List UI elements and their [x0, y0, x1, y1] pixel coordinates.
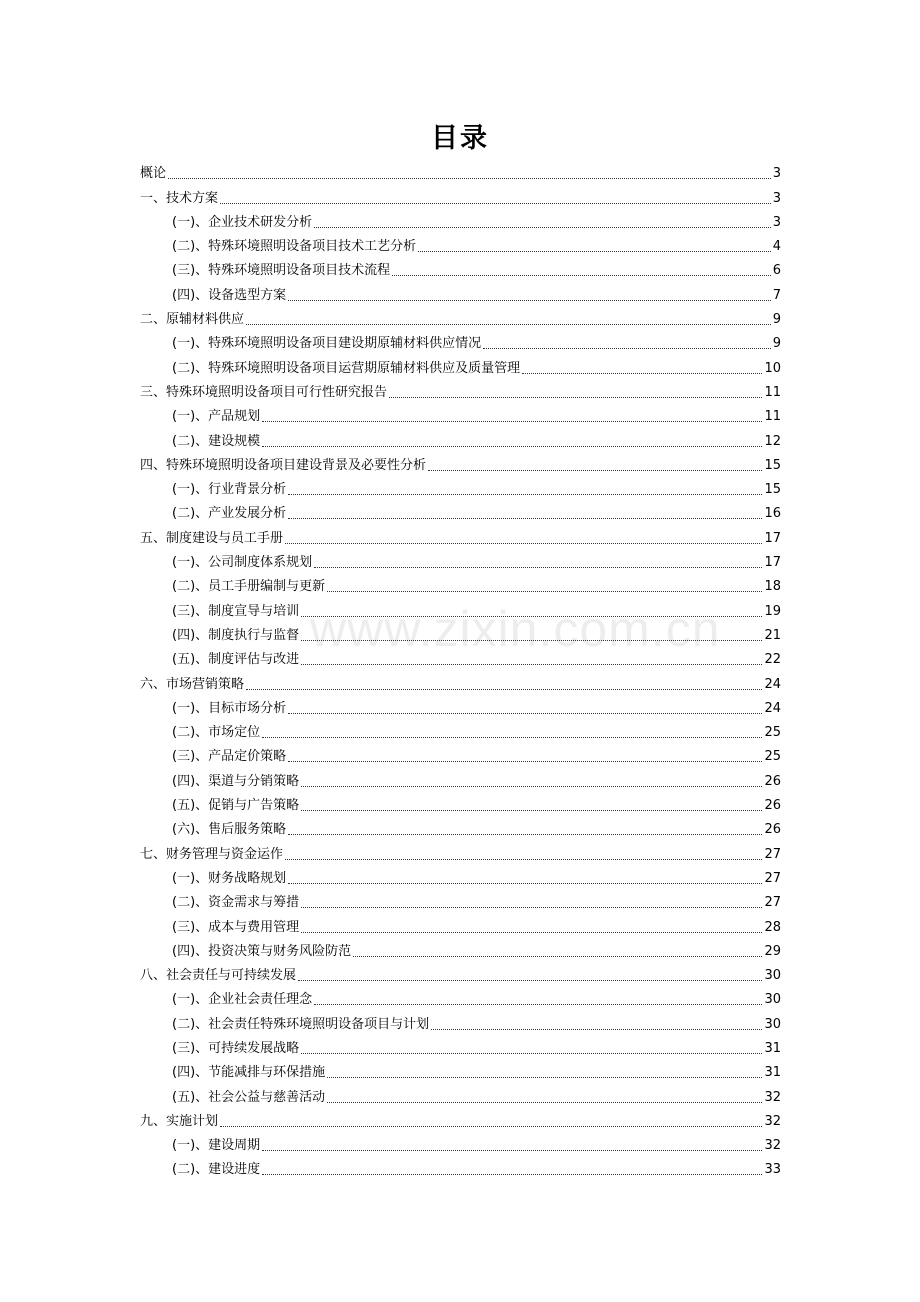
- toc-entry-label: (三)、成本与费用管理: [172, 919, 300, 935]
- toc-entry[interactable]: [140, 477, 781, 501]
- toc-entry-label: (三)、制度宣导与培训: [172, 603, 300, 619]
- toc-entry[interactable]: [140, 550, 781, 574]
- toc-entry-page: 17: [764, 530, 781, 546]
- toc-leader-dots: [392, 275, 771, 276]
- toc-entry[interactable]: [140, 987, 781, 1011]
- toc-entry-page: 33: [764, 1162, 781, 1178]
- toc-entry-page: 15: [764, 482, 781, 498]
- toc-entry-page: 19: [764, 603, 781, 619]
- toc-entry-page: 10: [764, 360, 781, 376]
- toc-entry-page: 28: [764, 919, 781, 935]
- toc-entry-page: 24: [764, 676, 781, 692]
- toc-leader-dots: [314, 227, 771, 228]
- toc-entry-label: (五)、社会公益与慈善活动: [172, 1089, 326, 1105]
- toc-entry-label: (三)、可持续发展战略: [172, 1040, 300, 1056]
- toc-entry-label: (四)、渠道与分销策略: [172, 773, 300, 789]
- toc-leader-dots: [301, 640, 762, 641]
- toc-entry[interactable]: [140, 380, 781, 404]
- toc-entry-page: 30: [764, 1016, 781, 1032]
- toc-entry[interactable]: [140, 525, 781, 549]
- toc-leader-dots: [483, 348, 771, 349]
- toc-entry-page: 29: [764, 943, 781, 959]
- toc-leader-dots: [220, 1126, 762, 1127]
- toc-leader-dots: [246, 324, 771, 325]
- toc-leader-dots: [301, 810, 762, 811]
- toc-entry-page: 25: [764, 725, 781, 741]
- toc-entry-page: 30: [764, 992, 781, 1008]
- toc-leader-dots: [522, 373, 762, 374]
- toc-entry-label: (一)、产品规划: [172, 409, 261, 425]
- toc-entry-label: 概论: [140, 166, 167, 182]
- toc-entry-page: 17: [764, 555, 781, 571]
- toc-entry-page: 24: [764, 700, 781, 716]
- toc-entry-page: 30: [764, 968, 781, 984]
- watermark: www.zixin.com.cn: [310, 601, 721, 657]
- toc-entry-label: 二、原辅材料供应: [140, 312, 245, 328]
- toc-entry-page: 27: [764, 870, 781, 886]
- toc-entry-page: 32: [764, 1089, 781, 1105]
- toc-entry-page: 3: [772, 190, 781, 206]
- toc-entry-label: (三)、特殊环境照明设备项目技术流程: [172, 263, 391, 279]
- toc-entry-label: (四)、节能减排与环保措施: [172, 1065, 326, 1081]
- toc-entry-page: 12: [764, 433, 781, 449]
- toc-entry-page: 32: [764, 1138, 781, 1154]
- toc-leader-dots: [301, 932, 762, 933]
- toc-leader-dots: [314, 567, 762, 568]
- toc-entry-label: (一)、公司制度体系规划: [172, 555, 313, 571]
- toc-entry[interactable]: [140, 744, 781, 768]
- toc-entry[interactable]: [140, 963, 781, 987]
- toc-leader-dots: [353, 956, 762, 957]
- toc-leader-dots: [262, 446, 762, 447]
- toc-entry[interactable]: [140, 647, 781, 671]
- toc-entry[interactable]: [140, 234, 781, 258]
- toc-entry-label: (二)、市场定位: [172, 725, 261, 741]
- toc-entry[interactable]: [140, 623, 781, 647]
- toc-leader-dots: [262, 1174, 762, 1175]
- toc-entry-page: 26: [764, 773, 781, 789]
- toc-leader-dots: [288, 834, 762, 835]
- toc-leader-dots: [327, 1077, 762, 1078]
- toc-leader-dots: [428, 470, 762, 471]
- toc-entry-label: (一)、目标市场分析: [172, 700, 287, 716]
- toc-leader-dots: [418, 251, 771, 252]
- toc-leader-dots: [301, 1053, 762, 1054]
- toc-entry[interactable]: [140, 939, 781, 963]
- toc-leader-dots: [288, 518, 762, 519]
- toc-entry[interactable]: [140, 1060, 781, 1084]
- toc-entry[interactable]: [140, 404, 781, 428]
- toc-entry-page: 32: [764, 1113, 781, 1129]
- toc-entry-page: 26: [764, 798, 781, 814]
- toc-leader-dots: [389, 397, 762, 398]
- toc-entry-page: 6: [772, 263, 781, 279]
- toc-entry-label: (二)、建设规模: [172, 433, 261, 449]
- toc-entry[interactable]: [140, 210, 781, 234]
- toc-entry-label: 六、市场营销策略: [140, 676, 245, 692]
- toc-entry-page: 18: [764, 579, 781, 595]
- toc-entry-page: 27: [764, 846, 781, 862]
- toc-entry[interactable]: [140, 185, 781, 209]
- toc-entry-label: (四)、设备选型方案: [172, 287, 287, 303]
- toc-entry-page: 16: [764, 506, 781, 522]
- toc-leader-dots: [301, 907, 762, 908]
- toc-entry-label: (二)、产业发展分析: [172, 506, 287, 522]
- toc-leader-dots: [285, 543, 762, 544]
- toc-entry[interactable]: [140, 331, 781, 355]
- toc-entry-label: 四、特殊环境照明设备项目建设背景及必要性分析: [140, 457, 427, 473]
- toc-entry-page: 21: [764, 627, 781, 643]
- toc-entry-label: (一)、行业背景分析: [172, 482, 287, 498]
- toc-leader-dots: [285, 859, 762, 860]
- toc-entry-label: (一)、建设周期: [172, 1138, 261, 1154]
- toc-entry[interactable]: [140, 598, 781, 622]
- toc-entry-label: (五)、制度评估与改进: [172, 652, 300, 668]
- toc-entry-label: 三、特殊环境照明设备项目可行性研究报告: [140, 384, 388, 400]
- toc-entry-label: (一)、特殊环境照明设备项目建设期原辅材料供应情况: [172, 336, 482, 352]
- toc-entry[interactable]: [140, 1011, 781, 1035]
- toc-entry-page: 9: [772, 336, 781, 352]
- toc-entry[interactable]: [140, 1036, 781, 1060]
- toc-entry-page: 31: [764, 1040, 781, 1056]
- toc-entry-label: 五、制度建设与员工手册: [140, 530, 284, 546]
- toc-leader-dots: [301, 786, 762, 787]
- toc-entry-page: 31: [764, 1065, 781, 1081]
- toc-leader-dots: [327, 1102, 762, 1103]
- toc-entry[interactable]: [140, 914, 781, 938]
- toc-entry-page: 25: [764, 749, 781, 765]
- toc-entry-page: 15: [764, 457, 781, 473]
- toc-entry-label: 七、财务管理与资金运作: [140, 846, 284, 862]
- table-of-contents: [140, 161, 781, 1181]
- toc-leader-dots: [301, 664, 762, 665]
- toc-entry[interactable]: [140, 817, 781, 841]
- toc-leader-dots: [262, 737, 762, 738]
- toc-entry[interactable]: [140, 428, 781, 452]
- toc-entry-label: (六)、售后服务策略: [172, 822, 287, 838]
- toc-entry[interactable]: [140, 1157, 781, 1181]
- toc-leader-dots: [301, 616, 762, 617]
- toc-entry-page: 26: [764, 822, 781, 838]
- toc-leader-dots: [288, 494, 762, 495]
- toc-entry[interactable]: [140, 258, 781, 282]
- toc-entry-page: 4: [772, 239, 781, 255]
- toc-entry-label: (一)、企业技术研发分析: [172, 214, 313, 230]
- toc-leader-dots: [431, 1029, 762, 1030]
- toc-entry-page: 9: [772, 312, 781, 328]
- toc-leader-dots: [262, 421, 762, 422]
- toc-leader-dots: [288, 883, 762, 884]
- toc-entry-page: 11: [764, 384, 781, 400]
- toc-entry-label: (二)、特殊环境照明设备项目运营期原辅材料供应及质量管理: [172, 360, 521, 376]
- toc-entry[interactable]: [140, 1133, 781, 1157]
- toc-entry[interactable]: [140, 453, 781, 477]
- toc-leader-dots: [298, 980, 762, 981]
- toc-entry-label: (四)、制度执行与监督: [172, 627, 300, 643]
- toc-leader-dots: [168, 178, 771, 179]
- toc-entry-label: (一)、企业社会责任理念: [172, 992, 313, 1008]
- toc-entry[interactable]: [140, 282, 781, 306]
- toc-entry-label: (二)、资金需求与筹措: [172, 895, 300, 911]
- toc-leader-dots: [288, 300, 771, 301]
- toc-entry[interactable]: [140, 841, 781, 865]
- toc-entry-page: 3: [772, 214, 781, 230]
- toc-entry-label: (五)、促销与广告策略: [172, 798, 300, 814]
- toc-entry[interactable]: [140, 307, 781, 331]
- toc-leader-dots: [246, 689, 762, 690]
- toc-entry-label: 一、技术方案: [140, 190, 219, 206]
- toc-entry-page: 27: [764, 895, 781, 911]
- toc-entry[interactable]: [140, 1084, 781, 1108]
- toc-entry[interactable]: [140, 574, 781, 598]
- toc-entry[interactable]: [140, 866, 781, 890]
- toc-entry[interactable]: [140, 720, 781, 744]
- toc-entry-label: 八、社会责任与可持续发展: [140, 968, 297, 984]
- toc-leader-dots: [220, 203, 771, 204]
- toc-entry[interactable]: [140, 355, 781, 379]
- toc-leader-dots: [314, 1004, 762, 1005]
- toc-entry[interactable]: [140, 671, 781, 695]
- toc-entry-label: (一)、财务战略规划: [172, 870, 287, 886]
- toc-entry[interactable]: [140, 696, 781, 720]
- toc-entry-page: 3: [772, 166, 781, 182]
- toc-entry-label: (二)、员工手册编制与更新: [172, 579, 326, 595]
- toc-entry-label: (二)、社会责任特殊环境照明设备项目与计划: [172, 1016, 430, 1032]
- toc-leader-dots: [288, 761, 762, 762]
- toc-entry-page: 7: [772, 287, 781, 303]
- toc-entry[interactable]: [140, 1109, 781, 1133]
- toc-entry[interactable]: [140, 768, 781, 792]
- toc-entry-page: 11: [764, 409, 781, 425]
- toc-entry[interactable]: [140, 501, 781, 525]
- toc-entry-label: (三)、产品定价策略: [172, 749, 287, 765]
- toc-entry-label: (四)、投资决策与财务风险防范: [172, 943, 352, 959]
- toc-leader-dots: [327, 591, 762, 592]
- toc-leader-dots: [288, 713, 762, 714]
- toc-entry-label: (二)、建设进度: [172, 1162, 261, 1178]
- toc-leader-dots: [262, 1150, 762, 1151]
- page-title: 目录: [431, 123, 489, 154]
- toc-entry[interactable]: [140, 890, 781, 914]
- toc-entry-label: 九、实施计划: [140, 1113, 219, 1129]
- toc-entry-page: 22: [764, 652, 781, 668]
- toc-entry[interactable]: [140, 161, 781, 185]
- toc-entry-label: (二)、特殊环境照明设备项目技术工艺分析: [172, 239, 417, 255]
- toc-entry[interactable]: [140, 793, 781, 817]
